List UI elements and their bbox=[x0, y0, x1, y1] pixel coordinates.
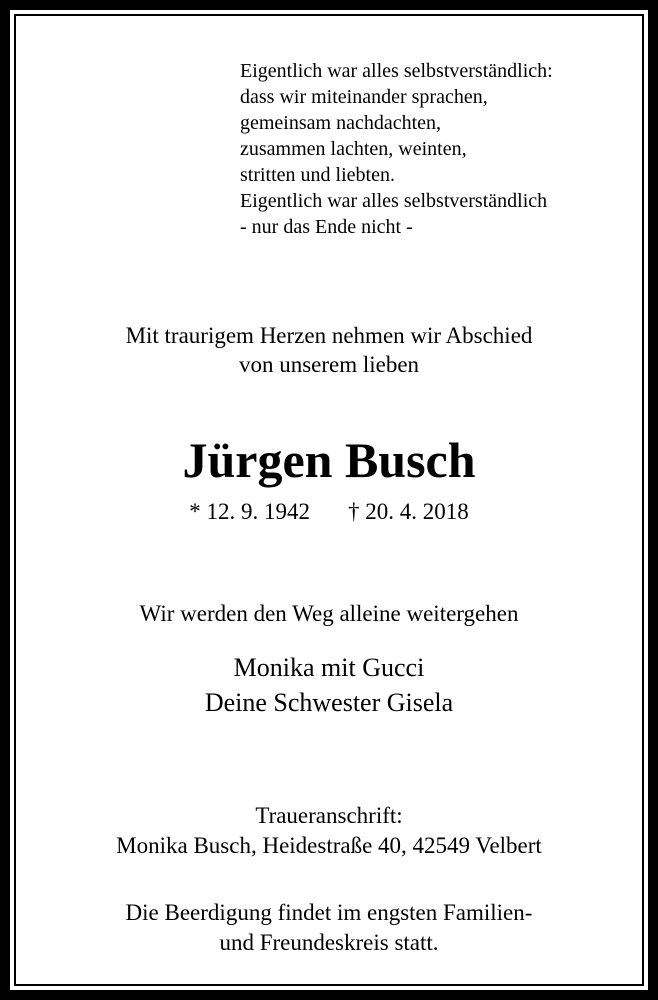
mourners bbox=[0, 650, 658, 720]
poem-line: gemeinsam nachdachten, bbox=[240, 112, 442, 134]
life-dates bbox=[0, 497, 658, 527]
intro-line: von unserem lieben bbox=[238, 352, 420, 377]
farewell-intro bbox=[0, 321, 658, 379]
deceased-name: Jürgen Busch bbox=[182, 432, 476, 488]
poem bbox=[240, 58, 553, 240]
death-date: † 20. 4. 2018 bbox=[348, 499, 469, 524]
closing-line: Wir werden den Weg alleine weitergehen bbox=[139, 601, 519, 626]
poem-line: zusammen lachten, weinten, bbox=[240, 138, 467, 160]
birth-date: * 12. 9. 1942 bbox=[189, 499, 310, 524]
poem-line: Eigentlich war alles selbstverständlich bbox=[240, 190, 548, 212]
address-label: Traueranschrift: bbox=[255, 803, 403, 828]
poem-line: dass wir miteinander sprachen, bbox=[240, 86, 488, 108]
funeral-notice bbox=[0, 898, 658, 958]
poem-line: - nur das Ende nicht - bbox=[240, 216, 413, 238]
poem-line: Eigentlich war alles selbstverständlich: bbox=[240, 60, 553, 82]
funeral-line: und Freundeskreis statt. bbox=[219, 930, 439, 955]
funeral-line: Die Beerdigung findet im engsten Familien- bbox=[125, 900, 533, 925]
intro-line: Mit traurigem Herzen nehmen wir Abschied bbox=[125, 323, 533, 348]
mourner-name: Monika mit Gucci bbox=[233, 653, 425, 682]
poem-line: stritten und liebten. bbox=[240, 164, 395, 186]
mourning-address bbox=[0, 801, 658, 861]
mourner-name: Deine Schwester Gisela bbox=[204, 688, 454, 717]
address-line: Monika Busch, Heidestraße 40, 42549 Velbert bbox=[116, 833, 542, 858]
